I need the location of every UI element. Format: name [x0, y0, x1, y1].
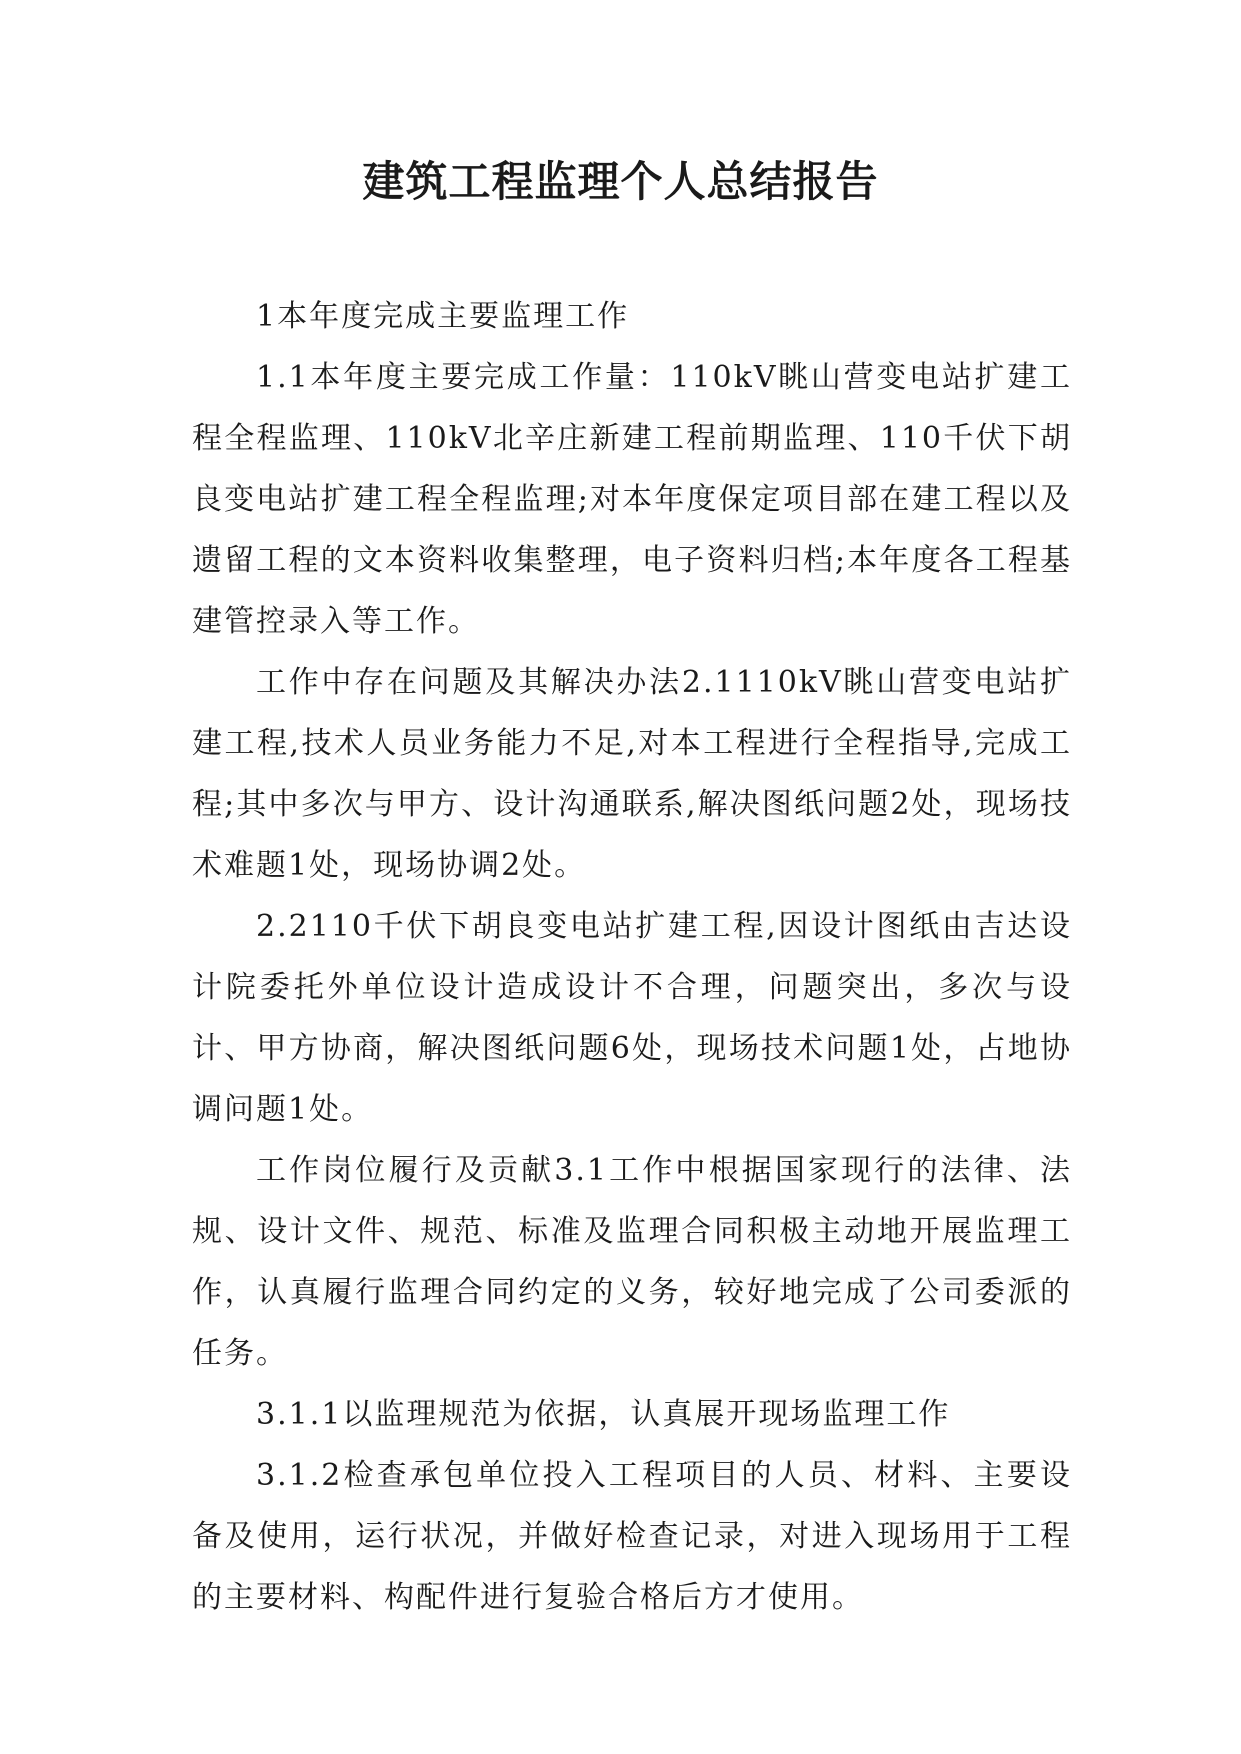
paragraph-section-1: 1本年度完成主要监理工作: [256, 299, 630, 334]
paragraph-section-3-1-1: 3.1.1以监理规范为依据，认真展开现场监理工作: [256, 1397, 951, 1432]
document-title: 建筑工程监理个人总结报告: [362, 157, 879, 206]
paragraph-section-1-1: 1.1本年度主要完成工作量：110kV眺山营变电站扩建工程全程监理、110kV北辛庄新建工程前期监理、110千伏下胡良变电站扩建工程全程监理;对本年度保定项目部在建工程以及遗留工程的文本资料收集整理，电子资料归档;本年度各工程基建管控录入等工作。: [192, 360, 1072, 639]
paragraph-section-3-1: 工作岗位履行及贡献3.1工作中根据国家现行的法律、法规、设计文件、规范、标准及监理合同积极主动地开展监理工作，认真履行监理合同约定的义务，较好地完成了公司委派的任务。: [192, 1153, 1072, 1371]
document-body: [192, 286, 1072, 1628]
paragraph-section-2-1: 工作中存在问题及其解决办法2.1110kV眺山营变电站扩建工程,技术人员业务能力不足,对本工程进行全程指导,完成工程;其中多次与甲方、设计沟通联系,解决图纸问题2处，现场技术难题1处，现场协调2处。: [192, 665, 1072, 883]
paragraph-section-3-1-2: 3.1.2检查承包单位投入工程项目的人员、材料、主要设备及使用，运行状况，并做好检查记录，对进入现场用于工程的主要材料、构配件进行复验合格后方才使用。: [192, 1458, 1072, 1615]
paragraph-section-2-2: 2.2110千伏下胡良变电站扩建工程,因设计图纸由吉达设计院委托外单位设计造成设计不合理，问题突出，多次与设计、甲方协商，解决图纸问题6处，现场技术问题1处，占地协调问题1处。: [192, 909, 1072, 1127]
